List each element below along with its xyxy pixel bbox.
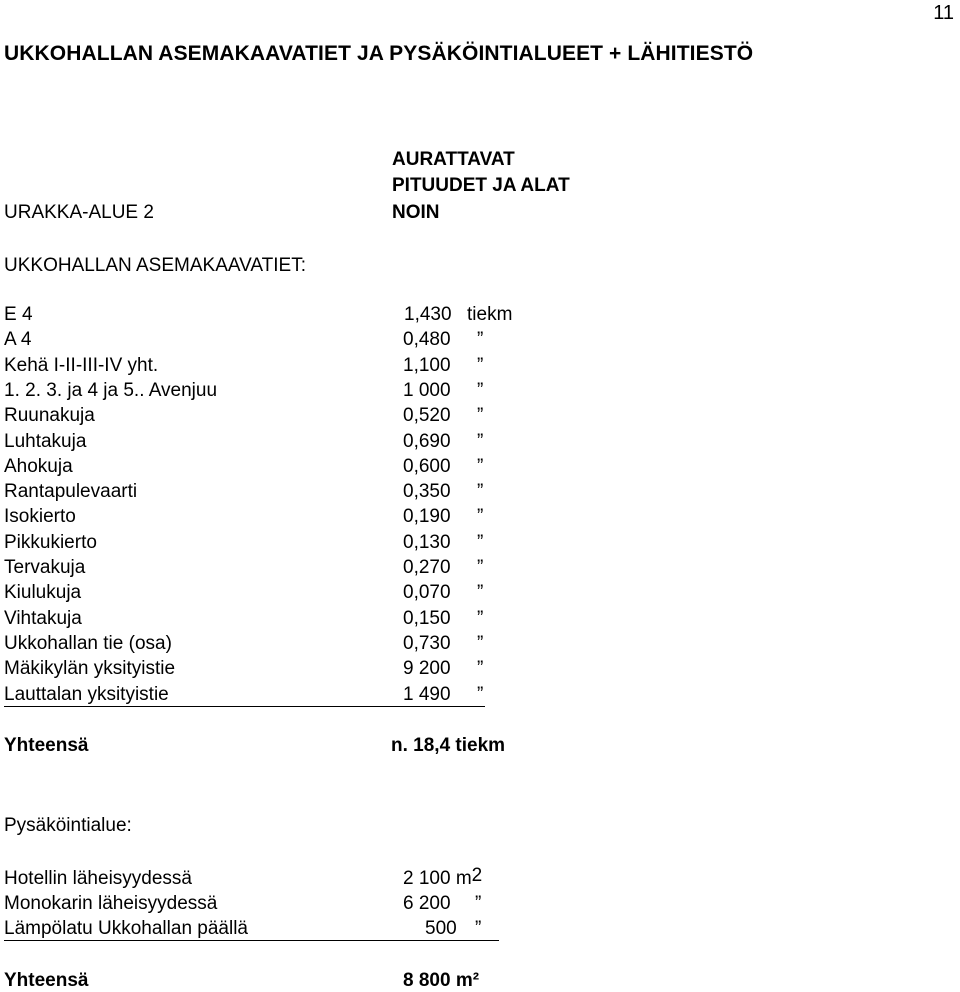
road-unit: ”: [477, 329, 484, 351]
road-length: 0,190: [403, 506, 451, 528]
road-row: [4, 582, 504, 607]
area-label: URAKKA-ALUE 2: [4, 202, 154, 223]
road-length: 1 000: [403, 379, 451, 401]
parking-unit: ”: [475, 918, 482, 939]
road-unit: ”: [477, 582, 484, 604]
road-length: 0,730: [403, 632, 451, 654]
road-name: Tervakuja: [4, 557, 86, 578]
roads-total-value: n. 18,4 tiekm: [391, 735, 506, 756]
road-unit: ”: [477, 379, 484, 401]
road-name: Mäkikylän yksityistie: [4, 658, 176, 680]
road-row: [4, 684, 504, 709]
road-unit: ”: [477, 632, 484, 654]
road-unit: ”: [477, 354, 484, 376]
road-length: 1,430: [404, 304, 452, 325]
road-row: [4, 355, 504, 380]
road-row: [4, 633, 504, 658]
road-name: Ahokuja: [4, 455, 73, 477]
parking-name: Lämpölatu Ukkohallan päällä: [4, 918, 248, 939]
road-length: 0,350: [403, 481, 451, 503]
road-row: [4, 329, 504, 354]
road-row: [4, 481, 504, 506]
parking-name: Monokarin läheisyydessä: [4, 893, 218, 914]
road-row: [4, 658, 504, 683]
parking-unit: ”: [475, 893, 482, 914]
parking-total-value: 8 800 m²: [403, 970, 480, 991]
road-length: 0,150: [403, 607, 451, 629]
road-length: 0,270: [403, 557, 451, 578]
roads-underline: [4, 706, 485, 707]
road-length: 1 490: [403, 683, 451, 705]
road-unit: ”: [477, 658, 484, 680]
road-name: 1. 2. 3. ja 4 ja 5.. Avenjuu: [4, 379, 218, 401]
roads-total-label: Yhteensä: [4, 735, 89, 756]
road-length: 1,100: [403, 354, 451, 376]
road-length: 9 200: [403, 658, 451, 680]
road-name: A 4: [4, 329, 32, 351]
road-row: [4, 608, 504, 633]
column-header-line-1: AURATTAVAT: [392, 149, 515, 170]
road-length: 0,600: [403, 455, 451, 477]
road-unit: ”: [477, 506, 484, 528]
road-length: 0,520: [403, 405, 451, 427]
road-row: [4, 506, 504, 531]
road-name: Ruunakuja: [4, 405, 95, 427]
road-name: Ukkohallan tie (osa): [4, 632, 172, 654]
road-row: [4, 405, 504, 430]
parking-row: [4, 865, 524, 893]
road-name: Kehä I-II-III-IV yht.: [4, 354, 159, 376]
road-unit: ”: [477, 683, 484, 705]
parking-value: 500: [425, 918, 457, 939]
road-unit: ”: [477, 430, 484, 452]
document-title: UKKOHALLAN ASEMAKAAVATIET JA PYSÄKÖINTIALUEET + LÄHITIESTÖ: [4, 42, 754, 65]
road-unit: ”: [477, 481, 484, 503]
road-name: E 4: [4, 304, 33, 325]
road-row: [4, 532, 504, 557]
column-header-line-3: NOIN: [392, 202, 440, 223]
road-row: [4, 304, 513, 329]
section-title-roads: UKKOHALLAN ASEMAKAAVATIET:: [4, 255, 306, 276]
parking-value: 2 100 $m^2$: [403, 865, 483, 889]
road-row: [4, 380, 504, 405]
road-length: 0,130: [403, 531, 451, 553]
road-row: [4, 557, 504, 582]
road-name: Isokierto: [4, 506, 76, 528]
road-name: Luhtakuja: [4, 430, 87, 452]
road-unit: ”: [477, 531, 484, 553]
road-name: Vihtakuja: [4, 607, 82, 629]
road-unit: ”: [477, 557, 484, 578]
section-title-parking: Pysäköintialue:: [4, 815, 132, 836]
road-unit: ”: [477, 607, 484, 629]
parking-name: Hotellin läheisyydessä: [4, 868, 192, 889]
road-unit: ”: [477, 405, 484, 427]
road-name: Kiulukuja: [4, 582, 82, 604]
road-length: 0,480: [403, 329, 451, 351]
road-length: 0,690: [403, 430, 451, 452]
road-row: [4, 456, 504, 481]
road-unit: tiekm: [467, 304, 513, 325]
parking-total-label: Yhteensä: [4, 970, 89, 991]
parking-value: 6 200: [403, 893, 451, 914]
parking-underline: [4, 940, 499, 941]
column-header-line-2: PITUUDET JA ALAT: [392, 175, 570, 196]
road-name: Pikkukierto: [4, 531, 97, 553]
road-name: Lauttalan yksityistie: [4, 683, 169, 705]
road-length: 0,070: [403, 582, 451, 604]
road-unit: ”: [477, 455, 484, 477]
page-number: 11: [933, 2, 954, 24]
superscript-2: 2: [471, 865, 483, 886]
parking-row: [4, 893, 524, 918]
road-name: Rantapulevaarti: [4, 481, 138, 503]
road-row: [4, 431, 504, 456]
